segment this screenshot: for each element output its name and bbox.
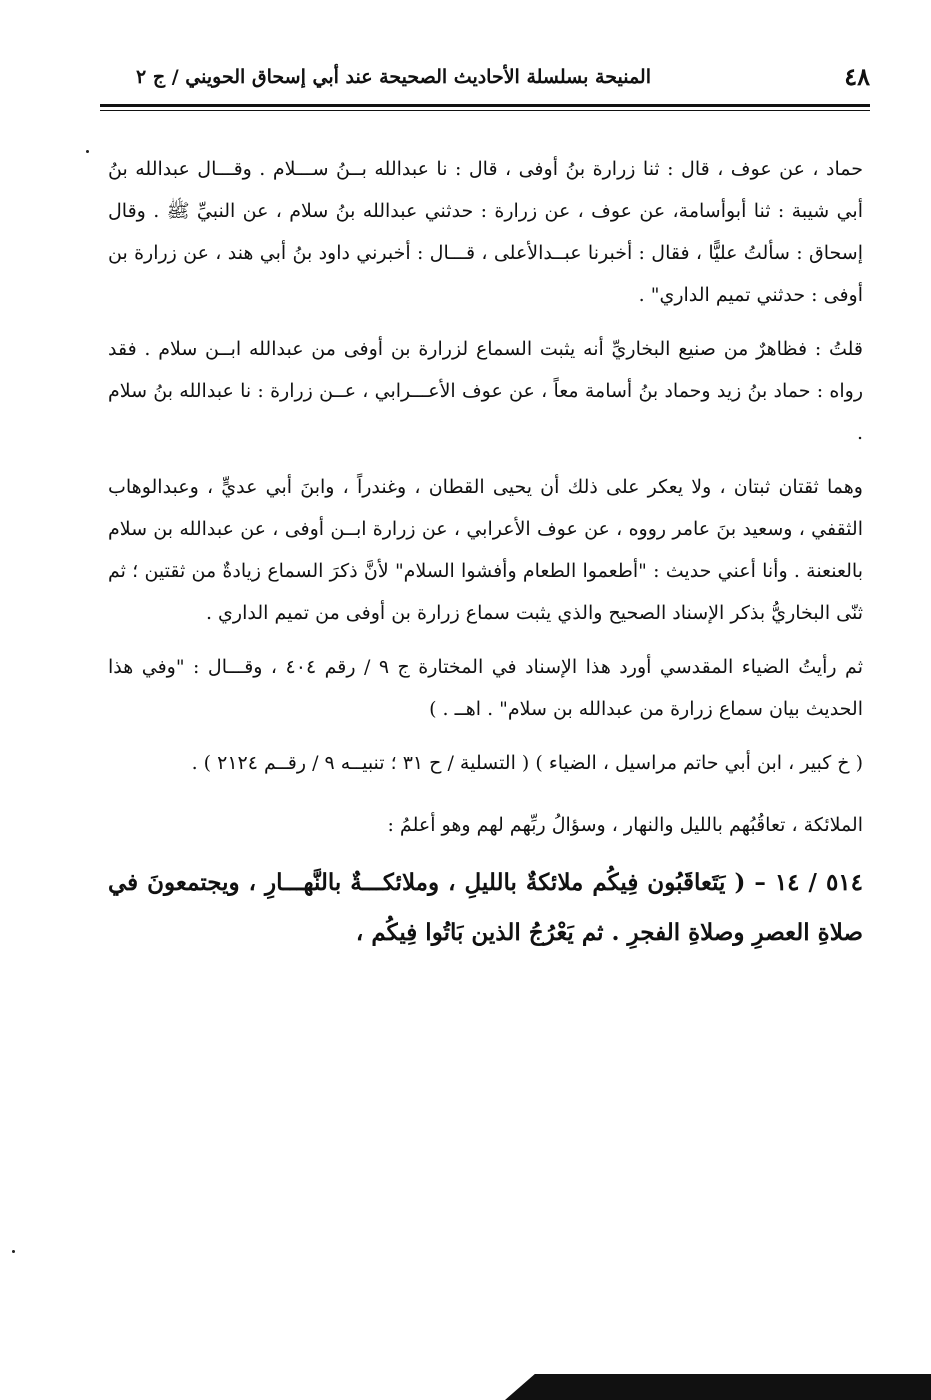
paragraph-references [108, 742, 863, 784]
text-line: وهما ثقتان ثبتان ، ولا يعكر على ذلك أن يحيى القطان ، وغندراً ، وابنَ أبي عديٍّ ، [198, 476, 863, 498]
text-line: أخبرني داود بنُ أبي هند ، عن زرارة بن أوفى : حدثني تميم الداري" . [108, 242, 863, 306]
scan-speck [12, 1250, 15, 1253]
paragraph-commentary [108, 328, 863, 454]
text-line: السلام" لأنَّ ذكرَ السماع زيادةٌ من ثقتين ؛ ثم ثنّى البخاريُّ بذكر الإسناد الصحيح [108, 560, 863, 624]
text-line: عن النبيِّ ﷺ . وقال إسحاق : سألتُ عليًّا ، فقال : أخبرنا عبــدالأعلى ، قـــال : [108, 200, 863, 264]
header-rule [100, 104, 870, 107]
page-header [100, 58, 870, 100]
hadith-text [108, 858, 863, 958]
paragraph-chapter-heading [108, 804, 863, 846]
page-body [108, 148, 863, 981]
text-line: وعبدالوهاب الثقفي ، وسعيد بنَ عامر رووه ، عن عوف الأعرابي ، عن زرارة ابــن [108, 476, 863, 540]
text-line: قلتُ : فظاهرٌ من صنيع البخاريِّ أنه يثبت السماع لزرارة بن أوفى من عبدالله ابــن [197, 338, 864, 360]
paragraph-isnad [108, 148, 863, 316]
text-line: ثم رأيتُ الضياء المقدسي أورد هذا الإسناد في المختارة ج ٩ / رقم ٤٠٤ ، وقـــال : [184, 656, 863, 678]
hadith-line: ٥١٤ / ١٤ – ( يَتَعاقَبُون فِيكُم ملائكةٌ بالليلِ ، وملائكـــةٌ بالنَّهـــارِ ، [239, 869, 863, 896]
text-line: ( خ كبير ، ابن أبي حاتم مراسيل ، الضياء ) ( التسلية / ح ٣١ ؛ تنبيــه ٩ / رقــم [257, 752, 863, 774]
scan-speck [86, 150, 89, 153]
text-line: الملائكة ، تعاقُبُهم بالليل والنهار ، وسؤالُ ربِّهم لهم وهو أعلمُ : [387, 814, 863, 836]
page-number: ٤٨ [844, 62, 870, 91]
text-line: زرارة : نا عبدالله بنُ سلام . [108, 380, 863, 444]
text-line: سلام . فقد رواه : حماد بنُ زيد وحماد بنُ أسامة معاً ، عن عوف الأعـــرابي ، عــن [108, 338, 863, 402]
text-line: والذي يثبت سماع زرارة بن أوفى من تميم الداري . [205, 602, 603, 624]
hadith-line: ويجتمعونَ في صلاةِ العصرِ وصلاةِ الفجرِ . ثم يَعْرُجُ الذين بَاتُوا فِيكُم ، [108, 869, 863, 946]
paragraph-narrators [108, 466, 863, 634]
text-line: عبدالله بنُ أبي شيبة : ثنا أبوأسامة، عن عوف ، عن زرارة : حدثني عبدالله بنُ سلام ، [108, 158, 863, 222]
text-line: "وفي هذا الحديث بيان سماع زرارة من عبدالله بن سلام" . اهــ . ) [108, 656, 863, 720]
text-line: أوفى ، عن عبدالله بن سلام بالعنعنة . وأنا أعني حديث : "أطعموا الطعام وأفشوا [108, 518, 863, 582]
scan-edge-shadow [505, 1374, 931, 1400]
text-line: ٢١٢٤ ) . [191, 752, 258, 774]
header-rule-thin [100, 110, 870, 111]
running-title: المنيحة بسلسلة الأحاديث الصحيحة عند أبي إسحاق الحويني / ج ٢ [136, 66, 651, 88]
text-line: حماد ، عن عوف ، قال : ثنا زرارة بنُ أوفى ، قال : نا عبدالله بــنُ ســـلام . وقـــال [189, 158, 863, 180]
paragraph-diya [108, 646, 863, 730]
